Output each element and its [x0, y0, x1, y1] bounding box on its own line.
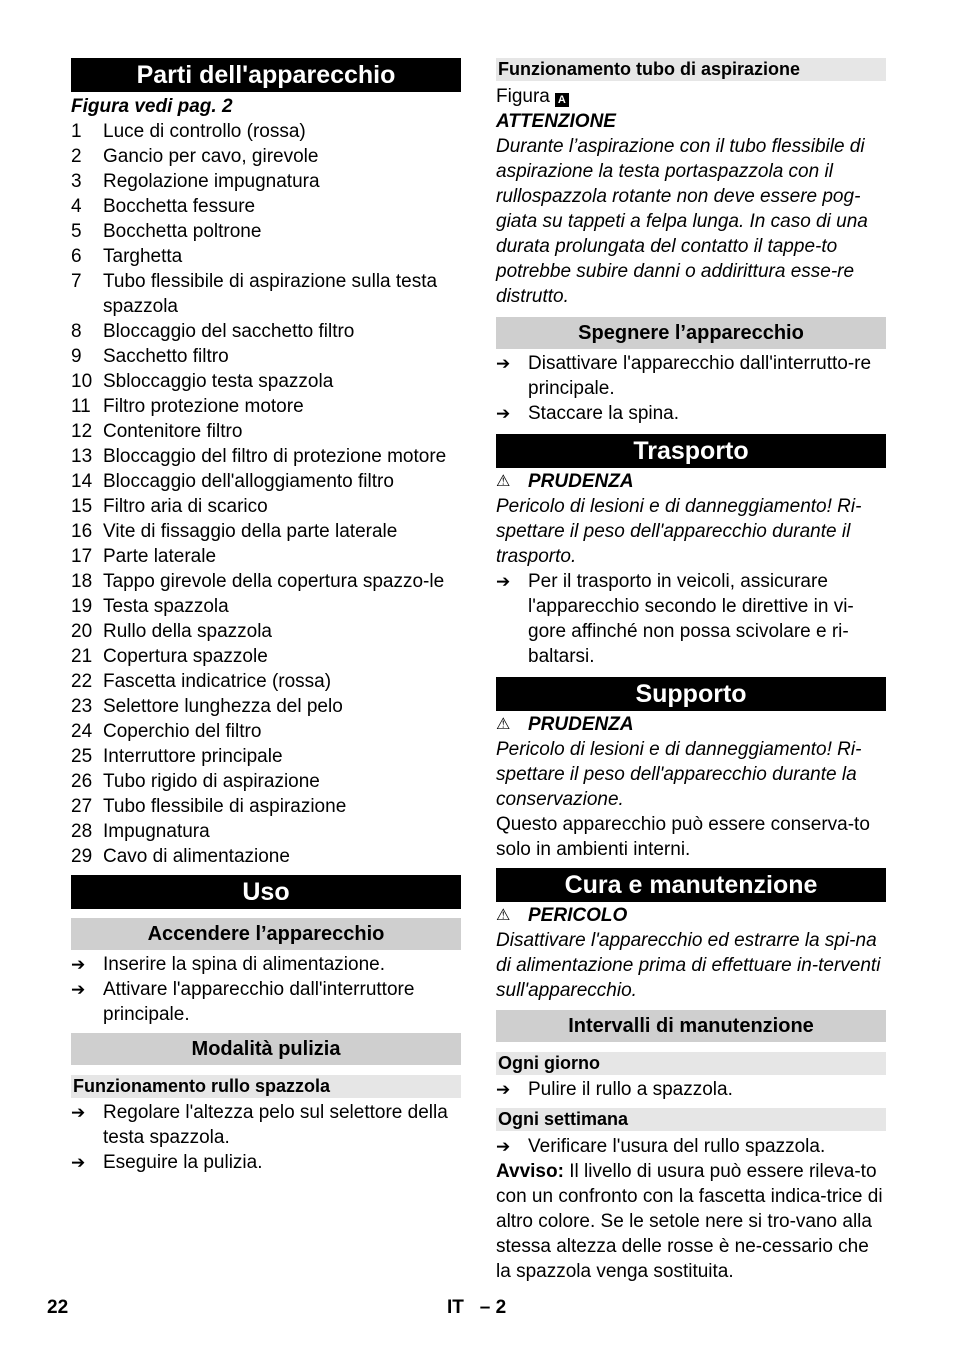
warning-triangle-icon: ⚠ — [496, 907, 511, 924]
list-item: ➔ Regolare l'altezza pelo sul selettore della testa spazzola. — [71, 1102, 448, 1148]
list-item: 15 Filtro aria di scarico — [71, 496, 268, 517]
warning-text: Pericolo di lesioni e di danneggiamento! Ri-spettare il peso dell'apparecchio durante la conservazione. — [496, 739, 862, 810]
list-item: 25 Interruttore principale — [71, 746, 283, 767]
arrow-right-icon: ➔ — [71, 955, 86, 974]
list-item: 20 Rullo della spazzola — [71, 621, 272, 642]
list-item: 22 Fascetta indicatrice (rossa) — [71, 671, 332, 692]
warning-triangle-icon: ⚠ — [496, 473, 511, 490]
list-item: 8 Bloccaggio del sacchetto filtro — [71, 321, 355, 342]
arrow-right-icon: ➔ — [496, 1080, 511, 1099]
list-item: ➔ Inserire la spina di alimentazione. — [71, 954, 385, 975]
arrow-right-icon: ➔ — [71, 980, 86, 999]
subsubsection-heading-rullo: Funzionamento rullo spazzola — [71, 1075, 461, 1098]
section-heading-uso: Uso — [71, 875, 461, 909]
list-item: ➔ Verificare l'usura del rullo spazzola. — [496, 1136, 826, 1157]
list-item: 23 Selettore lunghezza del pelo — [71, 696, 343, 717]
subsection-heading-accendere: Accendere l’apparecchio — [71, 918, 461, 950]
arrow-right-icon: ➔ — [496, 354, 511, 373]
subsection-heading-intervalli: Intervalli di manutenzione — [496, 1010, 886, 1042]
subsection-heading-modalita: Modalità pulizia — [71, 1033, 461, 1065]
avviso-paragraph: Avviso: Il livello di usura può essere rileva-to con un confronto con la fascetta indica-trice di altro colore. Se le setole nere si tro-vano alla stessa altezza delle rosse è ne-cessario che la spazzola venga sostituita. — [496, 1161, 883, 1282]
list-item: 18 Tappo girevole della copertura spazzo-le — [71, 571, 445, 592]
language-page-label: IT – 2 — [447, 1297, 507, 1318]
list-item: 2 Gancio per cavo, girevole — [71, 146, 319, 167]
list-item: 11 Filtro protezione motore — [71, 396, 304, 417]
section-heading-parts: Parti dell'apparecchio — [71, 58, 461, 92]
list-item: ➔ Attivare l'apparecchio dall'interruttore principale. — [71, 979, 415, 1025]
list-item: 13 Bloccaggio del filtro di protezione motore — [71, 446, 447, 467]
list-item: 3 Regolazione impugnatura — [71, 171, 320, 192]
list-item: 6 Targhetta — [71, 246, 183, 267]
avviso-label: Avviso: — [496, 1161, 564, 1182]
list-item: ➔ Disattivare l'apparecchio dall'interrutto-re principale. — [496, 353, 872, 399]
list-item: 26 Tubo rigido di aspirazione — [71, 771, 320, 792]
list-item: 24 Coperchio del filtro — [71, 721, 262, 742]
warning-label: ⚠ PRUDENZA — [496, 471, 634, 492]
right-column — [496, 58, 886, 1284]
figure-note: Figura vedi pag. 2 — [71, 96, 233, 117]
list-item: 27 Tubo flessibile di aspirazione — [71, 796, 347, 817]
arrow-right-icon: ➔ — [71, 1153, 86, 1172]
warning-triangle-icon: ⚠ — [496, 716, 511, 733]
list-item: ➔ Eseguire la pulizia. — [71, 1152, 263, 1173]
list-item: 4 Bocchetta fessure — [71, 196, 256, 217]
attenzione-text: Durante l’aspirazione con il tubo flessibile di aspirazione la testa portaspazzola con il rullospazzola rotante non deve essere pog-giata su tappeti a felpa lunga. In caso di una durata prolungata del contatto il tappe-to potrebbe subire danni o addirittura esse-re distrutto. — [496, 136, 868, 307]
list-item: 17 Parte laterale — [71, 546, 217, 567]
arrow-right-icon: ➔ — [496, 1137, 511, 1156]
page-number: 22 — [47, 1297, 69, 1318]
list-item: ➔ Staccare la spina. — [496, 403, 680, 424]
warning-text: Pericolo di lesioni e di danneggiamento! Ri-spettare il peso dell'apparecchio durante il trasporto. — [496, 496, 862, 567]
list-item: ➔ Pulire il rullo a spazzola. — [496, 1079, 733, 1100]
list-item: 29 Cavo di alimentazione — [71, 846, 290, 867]
figure-reference: Figura A — [496, 84, 886, 109]
arrow-right-icon: ➔ — [496, 572, 511, 591]
body-text: Questo apparecchio può essere conserva-to solo in ambienti interni. — [496, 814, 870, 860]
figure-letter-badge: A — [555, 93, 569, 107]
subsubsection-heading-settimana: Ogni settimana — [496, 1108, 886, 1131]
warning-label: ⚠ PRUDENZA — [496, 714, 634, 735]
list-item: 1 Luce di controllo (rossa) — [71, 121, 306, 142]
section-heading-cura: Cura e manutenzione — [496, 868, 886, 902]
warning-text: Disattivare l'apparecchio ed estrarre la spi-na di alimentazione prima di effettuare in-terventi sull'apparecchio. — [496, 930, 881, 1001]
section-heading-supporto: Supporto — [496, 677, 886, 711]
list-item: 10 Sbloccaggio testa spazzola — [71, 371, 334, 392]
list-item: 19 Testa spazzola — [71, 596, 229, 617]
attenzione-label: ATTENZIONE — [496, 111, 616, 132]
subsubsection-heading-tubo: Funzionamento tubo di aspirazione — [496, 58, 886, 81]
left-column — [71, 58, 461, 1175]
arrow-right-icon: ➔ — [71, 1103, 86, 1122]
list-item: 7 Tubo flessibile di aspirazione sulla testa spazzola — [71, 271, 438, 317]
list-item: 12 Contenitore filtro — [71, 421, 243, 442]
arrow-right-icon: ➔ — [496, 404, 511, 423]
list-item: 16 Vite di fissaggio della parte laterale — [71, 521, 398, 542]
subsubsection-heading-giorno: Ogni giorno — [496, 1052, 886, 1075]
warning-label: ⚠ PERICOLO — [496, 905, 628, 926]
parts-list — [71, 119, 461, 869]
list-item: 9 Sacchetto filtro — [71, 346, 229, 367]
subsection-heading-spegnere: Spegnere l’apparecchio — [496, 317, 886, 349]
list-item: ➔ Per il trasporto in veicoli, assicurare l'apparecchio secondo le direttive in vi-gore affinché non possa scivolare e ri-baltarsi. — [496, 571, 854, 667]
list-item: 21 Copertura spazzole — [71, 646, 268, 667]
list-item: 14 Bloccaggio dell'alloggiamento filtro — [71, 471, 394, 492]
section-heading-trasporto: Trasporto — [496, 434, 886, 468]
list-item: 28 Impugnatura — [71, 821, 210, 842]
list-item: 5 Bocchetta poltrone — [71, 221, 262, 242]
